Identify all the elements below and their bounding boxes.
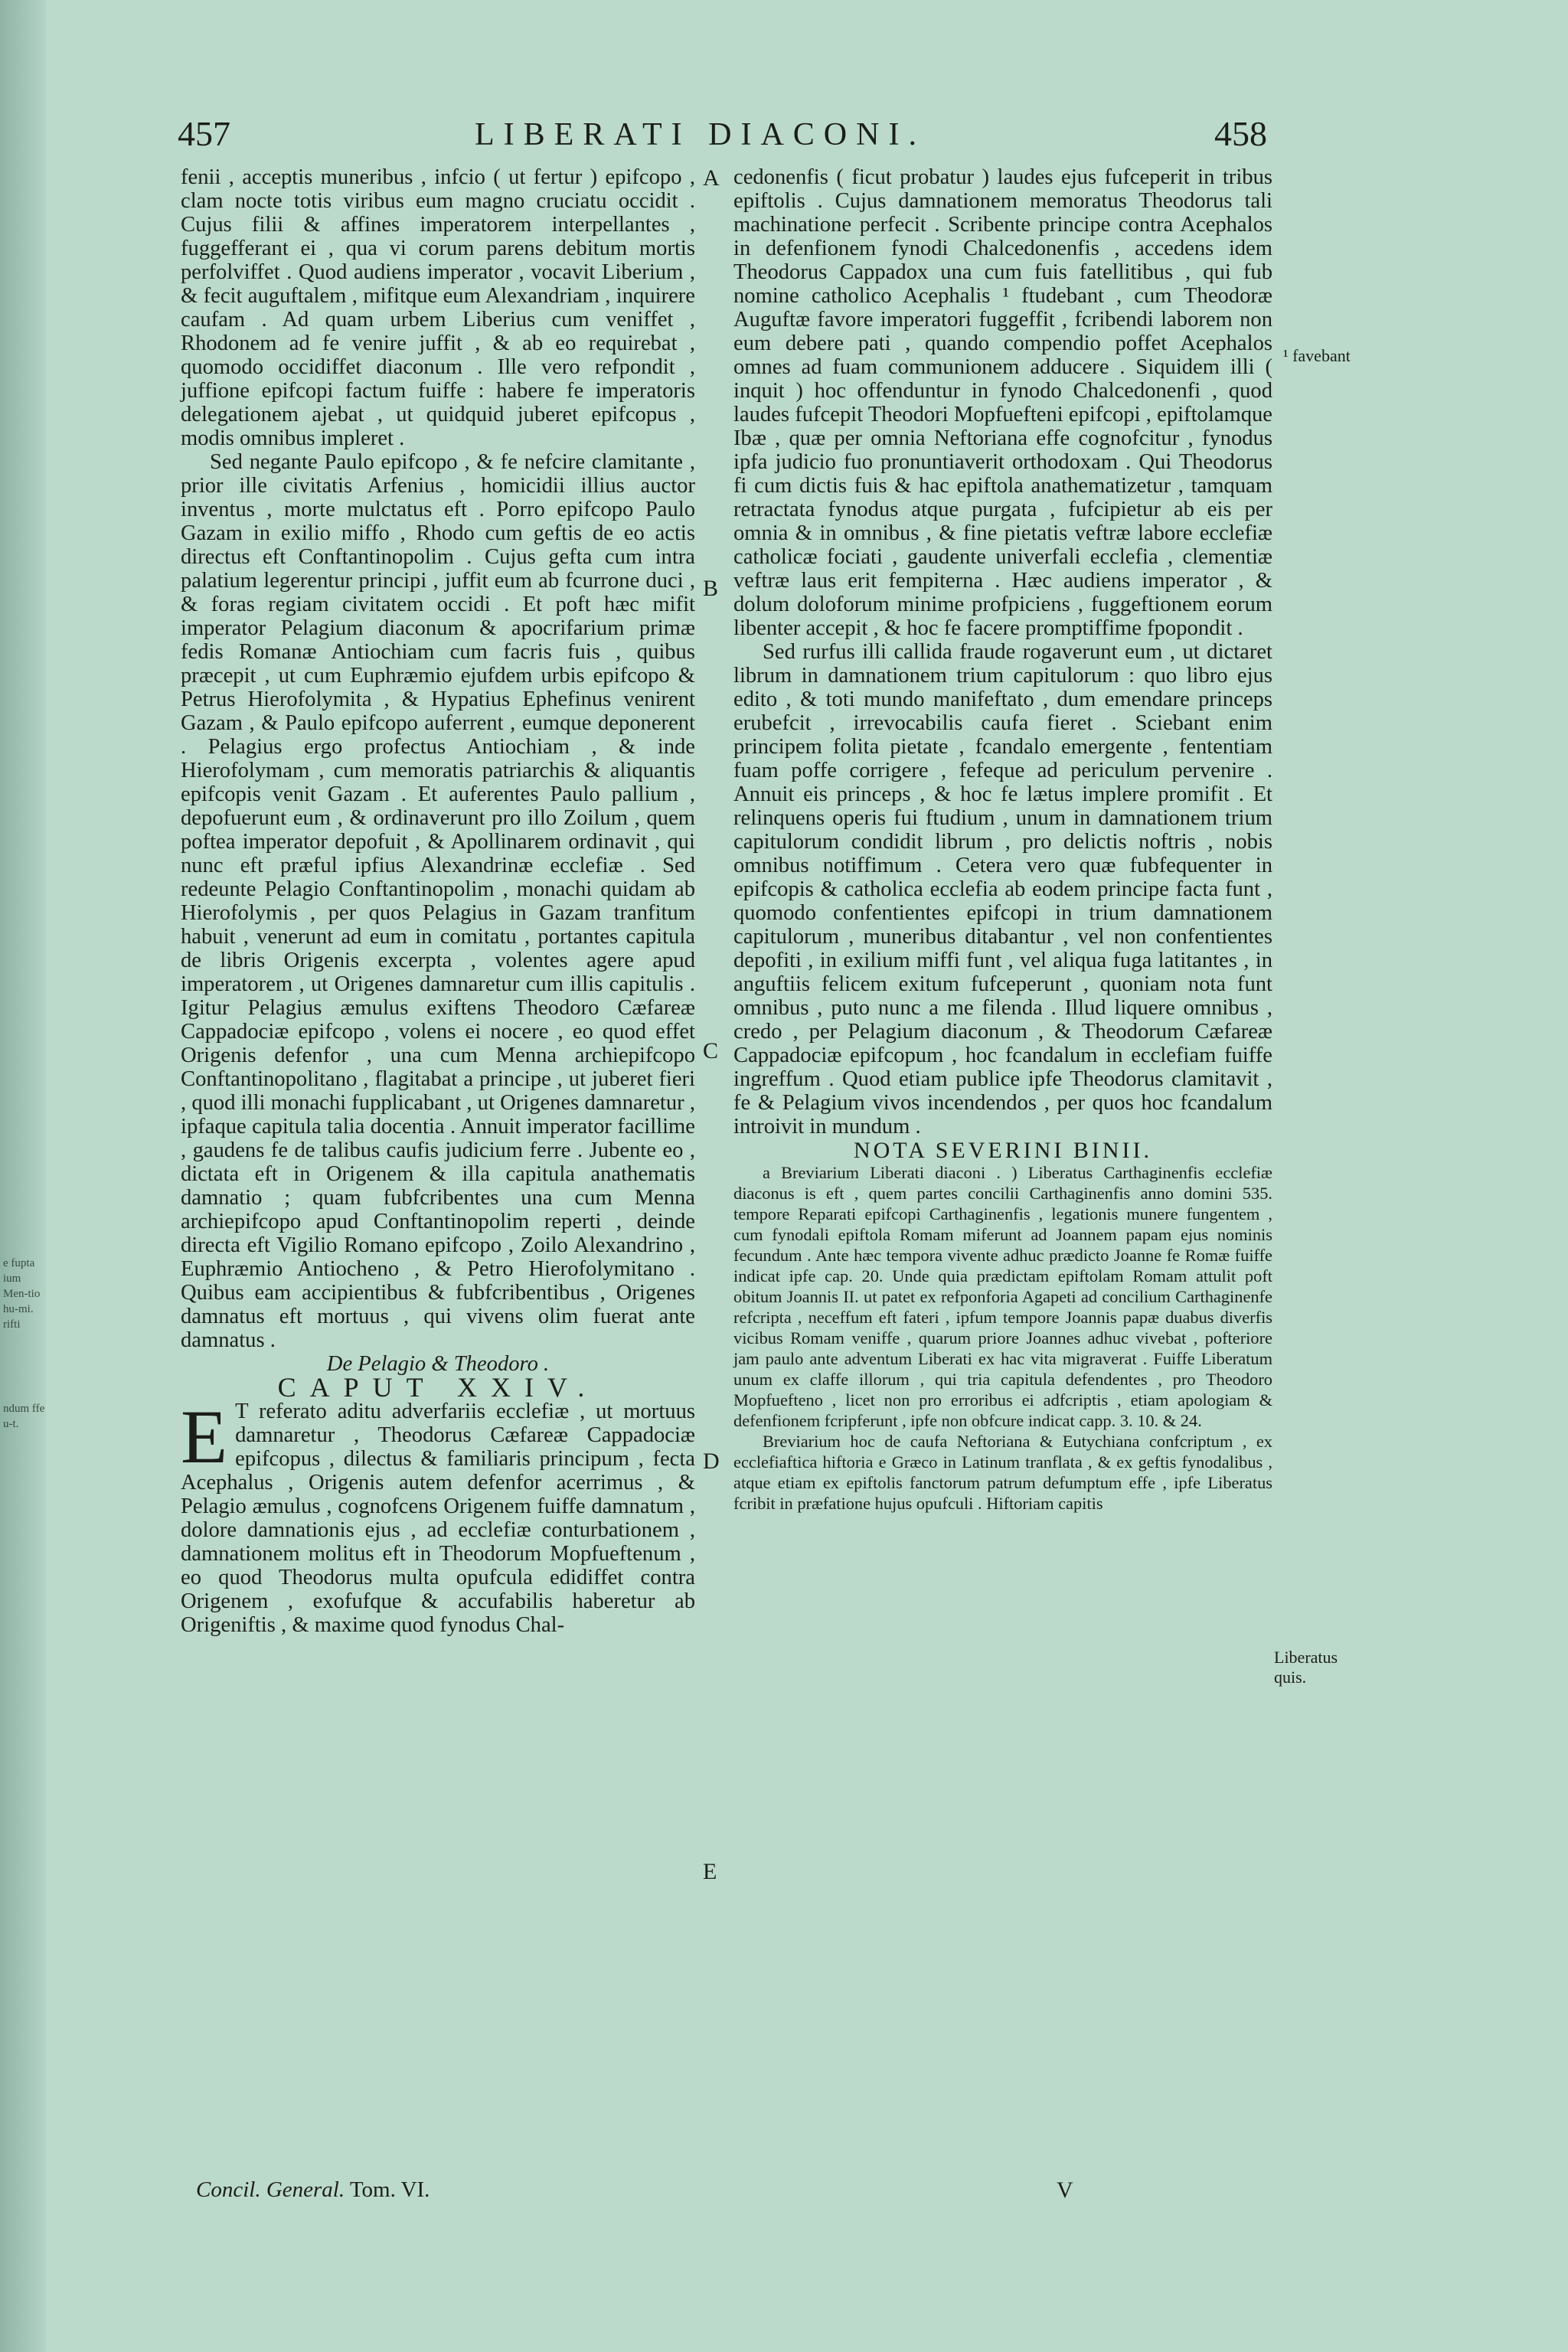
page-number-left: 457 [178, 114, 230, 153]
margin-note-favebant: ¹ favebant [1283, 346, 1351, 365]
footer-volume: Tom. VI. [349, 2177, 430, 2202]
section-letter-d: D [703, 1449, 720, 1474]
section-letter-a: A [703, 165, 720, 191]
margin-note-liberatus: Liberatus quis. [1274, 1648, 1338, 1687]
note-body [733, 1162, 1272, 1514]
left-paragraph-2: Sed negante Paulo epifcopo , & fe nefcire clamitante , prior ille civitatis Arfenius , homicidii illius auctor inventus , morte mulctatus eft . Porro epifcopo Paulo Gazam in exilio miffo , Rhodo cum geftis de eo actis directus eft Conftantinopolim . Cujus gefta cum intra palatium legerentur principi , juffit eum ab fcurrone duci , & foras regiam civitatem occidi . Et poft hæc mifit imperator Pelagium diaconum & apocrifarium primæ fedis Romanæ Antiochiam cum facris fuis , quibus præcepit , ut cum Euphræmio ejufdem urbis epifcopo & Petrus Hierofolymita , & Hypatius Ephefinus venirent Gazam , & Paulo epifcopo auferrent , eumque deponerent . Pelagius ergo profectus Antiochiam , & inde Hierofolymam , cum memoratis patriarchis & aliquantis epifcopis venit Gazam . Et auferentes Paulo pallium , depofuerunt eum , & ordinaverunt pro illo Zoilum , quem poftea imperator depofuit , & Apollinarem ordinavit , qui nunc eft præful ipfius Alexandrinæ ecclefiæ . Sed redeunte Pelagio Conftantinopolim , monachi quidam ab Hierofolymis , per quos Pelagius in Gazam tranfitum habuit , venerunt ad eum in comitatu , portantes capitula de libris Origenis excerpta , volentes agere apud imperatorem , ut Origenes damnaretur cum illis capitulis . Igitur Pelagius æmulus exiftens Theodoro Cæfareæ Cappadociæ epifcopo , volens ei nocere , eo quod effet Origenis defenfor , una cum Menna archiepifcopo Conftantinopolitano , flagitabat a principe , ut juberet fieri , quod illi monachi fupplicabant , ut Origenes damnaretur , ipfaque capitula talia docentia . Annuit imperator facillime , gaudens fe de talibus caufis judicium ferre . Jubente eo , dictata eft in Origenem & illa capitula anathematis damnatio ; quam fubfcribentes una cum Menna archiepifcopo apud Conftantinopolim reperti , deinde directa eft Vigilio Romano epifcopo , Zoilo Alexandrino , Euphræmio Antiocheno , & Petro Hierofolymitano . Quibus eam accipientibus & fubfcribentibus , Origenes damnatus eft mortuus , qui vivens olim fuerat ante damnatus . [181, 450, 695, 1352]
gutter-fragment-2: ndum ffe u-t. [3, 1403, 45, 1430]
section-letter-b: B [703, 576, 719, 601]
chapter-subtitle: De Pelagio & Theodoro . [326, 1352, 550, 1376]
left-paragraph-3-text: T referato aditu adverfariis ecclefiæ , ut mortuus damnaretur , Theodorus Cæfareæ Cappadociæ epifcopus , dilectus & familiaris principum , fecta Acephalus , Origenis autem defenfor acerrimus , & Pelagio æmulus , cognofcens Origenem fuiffe damnatum , dolore damnationis ejus , ad ecclefiæ conturbationem , damnationem molitus eft in Theodorum Mopfueftenum , eo quod Theodorus multa opufcula edidiffet contra Origenem , exofufque & accufabilis haberetur ab Origeniftis , & maxime quod fynodus Chal- [181, 1400, 695, 1637]
running-title: LIBERATI DIACONI. [475, 117, 926, 152]
note-paragraph-2: Breviarium hoc de caufa Neftoriana & Eutychiana confcriptum , ex ecclefiaftica hiftoria e Græco in Latinum tranflata , & ex geftis fynodalibus , atque etiam ex epiftolis fanctorum patrum defumptum effe , ipfe Liberatus fcribit in præfatione hujus opufculi . Hiftoriam capitis [733, 1432, 1272, 1513]
right-column [733, 165, 1272, 1514]
note-paragraph-1: a Breviarium Liberati diaconi . ) Liberatus Carthaginenfis ecclefiæ diaconus is eft , quem partes concilii Carthaginenfis anno domini 535. tempore Reparati epifcopi Carthaginenfis , legationis munere fungentem , cum fynodali epiftola Romam miferunt ad Joannem papam ejus nominis fecundum . Ante hæc tempora vivente adhuc prædicto Joanne fe Romæ fuiffe indicat ipfe cap. 20. Unde quia prædictam epiftolam Romam attulit poft obitum Joannis II. ut patet ex refponforia Agapeti ad concilium Carthaginenfe refcripta , neceffum eft fateri , ipfum tempore Joannis papæ duabus diverfis vicibus Romam veniffe , quarum priore Joannes adhuc vivebat , pofteriore jam paulo ante adventum Liberati ex hac vita migraverat . Fuiffe Liberatum unum ex claffe illorum , qui tria capitula defendentes , pro Theodoro Mopfueftenο , licet non pro erroribus ei adfcriptis , etiam apologiam & defenfionem fcripferunt , ipfe non obfcure indicat capp. 3. 10. & 24. [733, 1163, 1272, 1430]
section-letter-c: C [703, 1038, 719, 1063]
chapter-title: CAPUT XXIV. [277, 1372, 599, 1403]
note-heading: NOTA SEVERINI BINII. [853, 1138, 1153, 1163]
footer-work-title: Concil. General. [196, 2177, 345, 2202]
page-number-right: 458 [1214, 114, 1267, 153]
gutter-fragment-1: e fupta ium Men-tio hu-mi. rifti [3, 1257, 41, 1331]
right-paragraph-2: Sed rurfus illi callida fraude rogaverunt eum , ut dictaret librum in damnationem trium capitulorum : quo libro ejus edito , & toti mundo manifeftato , dum emendare princeps erubefcit , irrevocabilis caufa fieret . Sciebant enim principem folita pietate , fcandalo emergente , fententiam fuam poffe corrigere , fefeque ad periculum pervenire . Annuit eis princeps , & hoc fe lætus implere promifit . Et relinquens operis fui ftudium , unum in damnationem trium capitulorum condidit librum , pro delictis noftris , nobis omnibus notiffimum . Cetera vero quæ fubfequenter in epifcopis & catholica ecclefia ab eodem principe facta funt , quomodo confentientes epifcopi in trium damnationem capitulorum , muneribus ditabantur , vel non confentientes depofiti , in exilium miffi funt , vel aliqua fuga latitantes , in anguftiis felicem exitum fufceperunt , quoniam nota funt omnibus , puto nunc a me filenda . Illud liquere omnibus , credo , per Pelagium diaconum , & Theodorum Cæfareæ Cappadociæ epifcopum , hoc fcandalum in ecclefiam fuiffe ingreffum . Quod etiam publice ipfe Theodorus clamitavit , fe & Pelagium vivos incendendos , per quos hoc fcandalum introivit in mundum . [733, 640, 1272, 1138]
page-header [0, 113, 1568, 159]
footer-signature-left [196, 2177, 430, 2203]
page-gutter [0, 0, 46, 2352]
footer-signature-mark: V [1057, 2177, 1073, 2203]
left-column [181, 165, 695, 1637]
left-paragraph-3 [181, 1394, 695, 1637]
drop-cap: E [181, 1394, 228, 1479]
left-paragraph-1: fenii , acceptis muneribus , infcio ( ut fertur ) epifcopo , clam nocte totis viribus eum magno cruciatu occidit . Cujus filii & affines imperatorem interpellantes , fuggefferant ei , qua vi corum parens debitum mortis perfolviffet . Quod audiens imperator , vocavit Liberium , & fecit auguftalem , mifitque eum Alexandriam , inquirere caufam . Ad quam urbem Liberius cum veniffet , Rhodonem ad fe venire juffit , & ab eo requirebat , quomodo occidiffet diaconum . Ille vero refpondit , juffione epifcopi factum fuiffe : habere fe imperatoris delegationem ajebat , ut quidquid juberet epifcopus , modis omnibus impleret . [181, 165, 695, 450]
right-paragraph-1: cedonenfis ( ficut probatur ) laudes ejus fufceperit in tribus epiftolis . Cujus damnationem memoratus Theodorus tali machinatione perfecit . Scribente principe contra Acephalos in defenfionem fynodi Chalcedonenfis , accedens idem Theodorus Cappadox una cum fuis fatellitibus , qui fub nomine catholico Acephalis ¹ ftudebant , cum Theodoræ Auguftæ favore imperatori fuggeffit , fcribendi laborem non eum debere pati , quando compendio poffet Acephalos omnes ad fuam communionem adducere . Siquidem illi ( inquit ) hoc offenduntur in fynodo Chalcedonenfi , quod laudes fufcepit Theodori Mopfuefteni epifcopi , epiftolamque Ibæ , quæ per omnia Neftoriana effe cognofcitur , fynodus ipfa judicio fuo pronuntiaverit orthodoxam . Qui Theodorus fi cum dictis fuis & hac epiftola anathematizetur , tamquam retractata fynodus atque purgata , fufcipietur ab eis per omnia & in omnibus , & fine pietatis veftræ labore ecclefiæ catholicæ fociati , gaudente univerfali ecclefia , clementiæ veftræ laus erit fempiterna . Hæc audiens imperator , & dolum doloforum minime profpiciens , fuggeftionem eorum libenter accepit , & hoc fe facere promptiffime fpopondit . [733, 165, 1272, 640]
section-letter-e: E [703, 1859, 717, 1884]
